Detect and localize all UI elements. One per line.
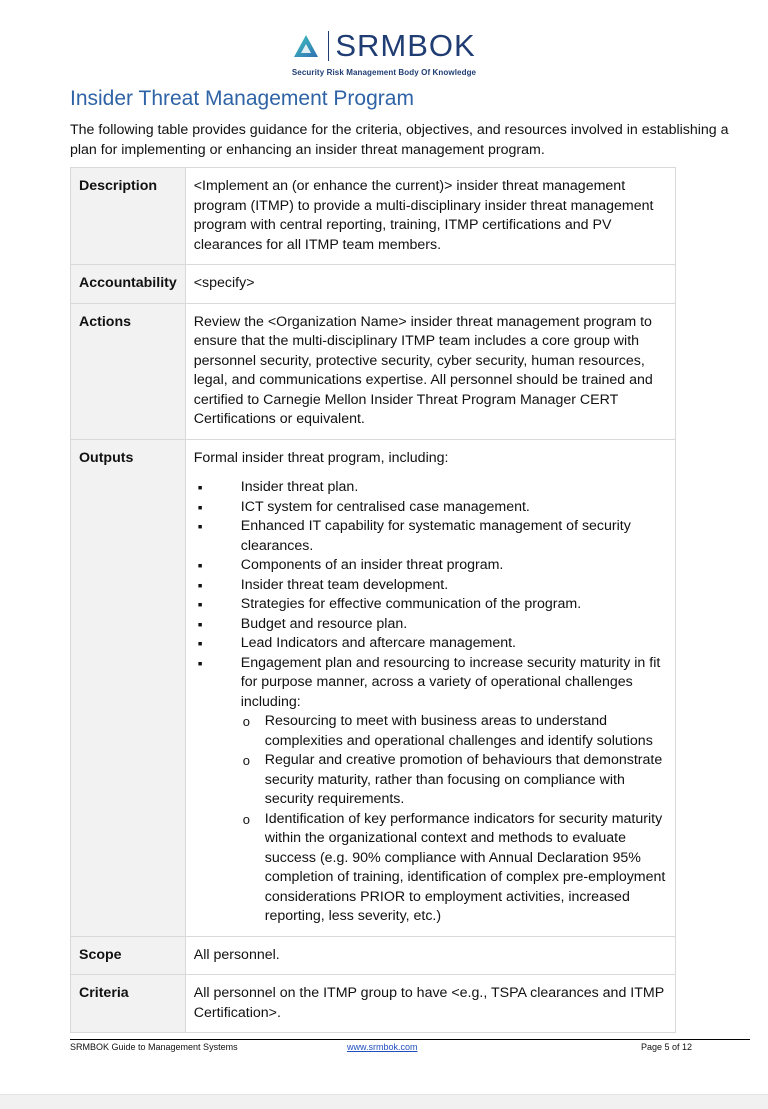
outputs-intro: Formal insider threat program, including: [193, 449, 449, 466]
page-title: Insider Threat Management Program [70, 87, 414, 110]
row-value [185, 975, 675, 1033]
list-item-with-sublist [194, 654, 667, 927]
page-bottom-band [0, 1094, 768, 1109]
row-value [185, 936, 675, 975]
sub-list-item: o Regular and creative promotion of behaviours that demonstrate security maturity, rather than focusing on compliance with security requirements. [241, 751, 667, 810]
scope-text: All personnel. [193, 946, 280, 963]
row-label: Description [71, 168, 186, 265]
table-row-scope [71, 936, 676, 975]
criteria-text: All personnel on the ITMP group to have <e.g., TSPA clearances and ITMP Certification>. [193, 985, 664, 1021]
row-value [185, 303, 675, 439]
row-label: Accountability [71, 265, 186, 304]
actions-text: Review the <Organization Name> insider threat management program to ensure that the multi-disciplinary ITMP team includes a core group with personnel security, protective security, cyber security, human resources, legal, and communications expertise. All personnel should be trained and certified to Carnegie Mellon Insider Threat Program Manager CERT Certifications or equivalent. [193, 313, 653, 427]
list-item-text: Engagement plan and resourcing to increase security maturity in fit for purpose manner, across a variety of operational challenges including: [240, 654, 661, 710]
footer-divider [70, 1039, 750, 1040]
triangle-logo-icon [292, 32, 320, 60]
footer-page-number: Page 5 of 12 [640, 1042, 692, 1052]
logo-text: SRMBOK [335, 28, 476, 63]
guidance-table [70, 167, 676, 1033]
outputs-list [194, 478, 667, 927]
logo-divider [328, 31, 329, 61]
list-item: ▪ Strategies for effective communication of the program. [194, 595, 667, 615]
sub-list-item: o Identification of key performance indicators for security maturity within the organizational context and methods to evaluate success (e.g. 90% compliance with Annual Declaration 95% completion of training, identification of complex pre-employment considerations PRIOR to employment activities, increased reporting, less severity, etc.) [241, 810, 667, 927]
table-row-description [71, 168, 676, 265]
description-text: <Implement an (or enhance the current)> insider threat management program (ITMP) to provide a multi-disciplinary insider threat management program with central reporting, training, ITMP certifications and PV clearances for all ITMP team members. [193, 178, 654, 253]
footer-doc-title: SRMBOK Guide to Management Systems [70, 1042, 238, 1052]
row-label: Scope [71, 936, 186, 975]
list-item: ▪ Components of an insider threat program. [194, 556, 667, 576]
row-label: Outputs [71, 439, 186, 936]
row-value [185, 265, 675, 304]
list-item: ▪ Enhanced IT capability for systematic management of security clearances. [194, 517, 667, 556]
table-row-criteria [71, 975, 676, 1033]
logo-subtitle: Security Risk Management Body Of Knowledge [291, 68, 477, 77]
logo-row [292, 28, 475, 64]
header-logo [0, 28, 768, 77]
row-label: Actions [71, 303, 186, 439]
list-item: ▪ Insider threat team development. [194, 576, 667, 596]
row-label: Criteria [71, 975, 186, 1033]
list-item: ▪ Insider threat plan. [194, 478, 667, 498]
accountability-text: <specify> [193, 275, 255, 291]
list-item: ▪ ICT system for centralised case management. [194, 498, 667, 518]
row-value [185, 168, 675, 265]
intro-paragraph: The following table provides guidance for the criteria, objectives, and resources involved in establishing a plan for implementing or enhancing an insider threat management program. [70, 122, 729, 158]
list-item: ▪ Budget and resource plan. [194, 615, 667, 635]
table-row-outputs [71, 439, 676, 936]
table-row-actions [71, 303, 676, 439]
footer-website-link[interactable]: www.srmbok.com [347, 1042, 418, 1052]
row-value [185, 439, 675, 936]
sub-list-item: o Resourcing to meet with business areas to understand complexities and operational challenges and identify solutions [241, 712, 667, 751]
outputs-sublist [241, 712, 667, 927]
list-item: ▪ Lead Indicators and aftercare management. [194, 634, 667, 654]
table-row-accountability [71, 265, 676, 304]
